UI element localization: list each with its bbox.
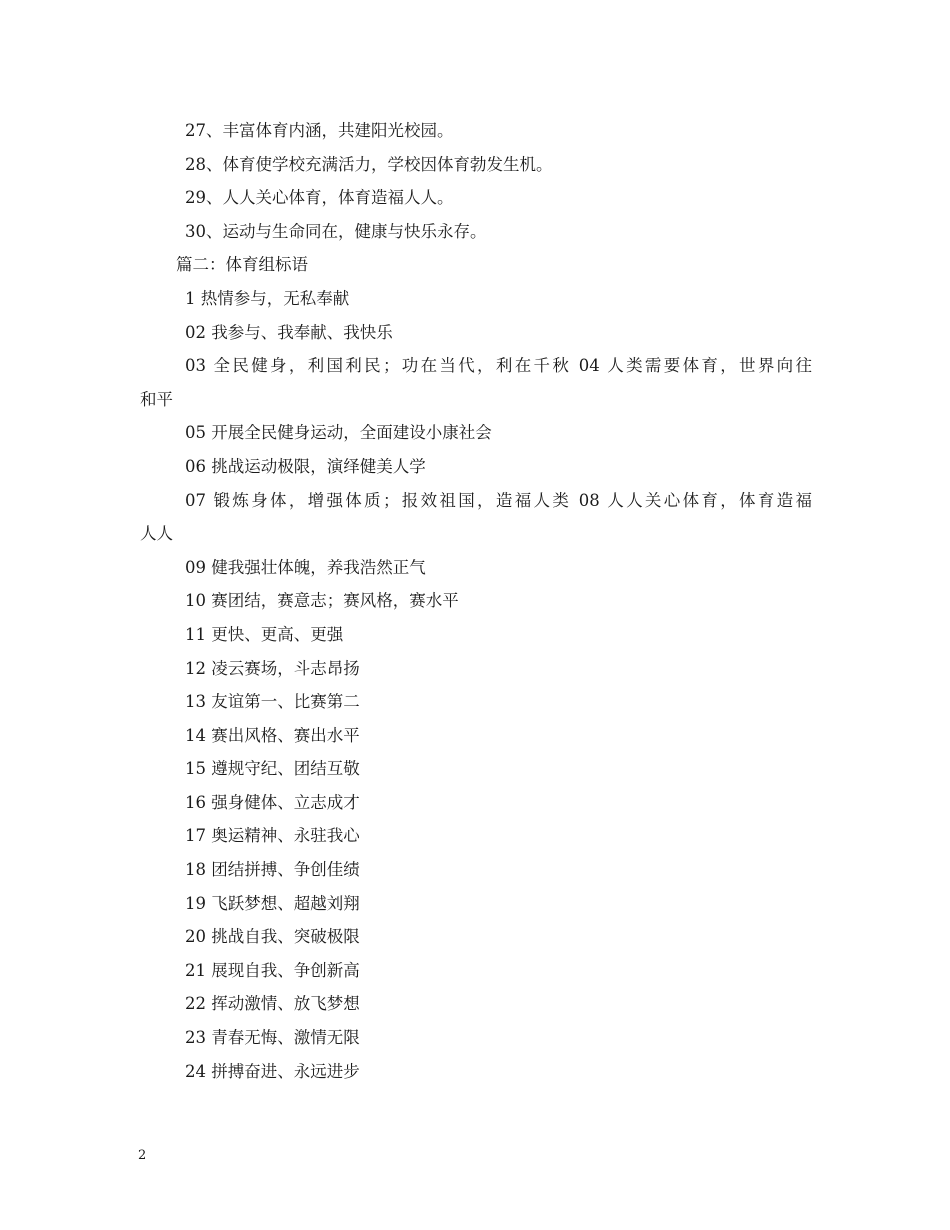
text-line: 1 热情参与，无私奉献 <box>185 288 350 308</box>
text-line: 09 健我强壮体魄，养我浩然正气 <box>185 557 426 577</box>
page-number: 2 <box>138 1148 147 1163</box>
text-line: 05 开展全民健身运动，全面建设小康社会 <box>185 423 492 443</box>
text-line: 19 飞跃梦想、超越刘翔 <box>185 893 360 913</box>
text-line: 03 全民健身，利国利民；功在当代，利在千秋 04 人类需要体育，世界向往 <box>185 356 812 376</box>
text-line: 29、人人关心体育，体育造福人人。 <box>185 188 454 208</box>
text-line: 15 遵规守纪、团结互敬 <box>185 759 360 779</box>
text-line: 23 青春无悔、激情无限 <box>185 1028 360 1048</box>
text-line: 13 友谊第一、比赛第二 <box>185 692 360 712</box>
text-line: 人人 <box>140 524 173 544</box>
document-body <box>140 114 812 1088</box>
text-line: 27、丰富体育内涵，共建阳光校园。 <box>185 121 454 140</box>
text-line: 02 我参与、我奉献、我快乐 <box>185 322 393 342</box>
text-line: 16 强身健体、立志成才 <box>185 792 360 812</box>
text-line: 28、体育使学校充满活力，学校因体育勃发生机。 <box>185 154 553 174</box>
text-line: 06 挑战运动极限，演绎健美人学 <box>185 456 426 476</box>
text-line: 12 凌云赛场，斗志昂扬 <box>185 658 360 678</box>
text-line: 07 锻炼身体，增强体质；报效祖国，造福人类 08 人人关心体育，体育造福 <box>185 490 812 510</box>
text-line: 14 赛出风格、赛出水平 <box>185 725 360 745</box>
text-line: 11 更快、更高、更强 <box>185 624 344 644</box>
text-line: 22 挥动激情、放飞梦想 <box>185 994 360 1014</box>
text-line: 17 奥运精神、永驻我心 <box>185 826 360 846</box>
text-line: 18 团结拼搏、争创佳绩 <box>185 860 360 880</box>
text-line: 20 挑战自我、突破极限 <box>185 927 360 947</box>
text-line: 和平 <box>140 389 173 409</box>
section-heading: 篇二：体育组标语 <box>176 255 308 275</box>
text-line: 10 赛团结，赛意志；赛风格，赛水平 <box>185 591 459 611</box>
text-line: 30、运动与生命同在，健康与快乐永存。 <box>185 221 487 241</box>
text-line: 24 拼搏奋进、永远进步 <box>185 1061 360 1081</box>
text-line: 21 展现自我、争创新高 <box>185 960 360 980</box>
